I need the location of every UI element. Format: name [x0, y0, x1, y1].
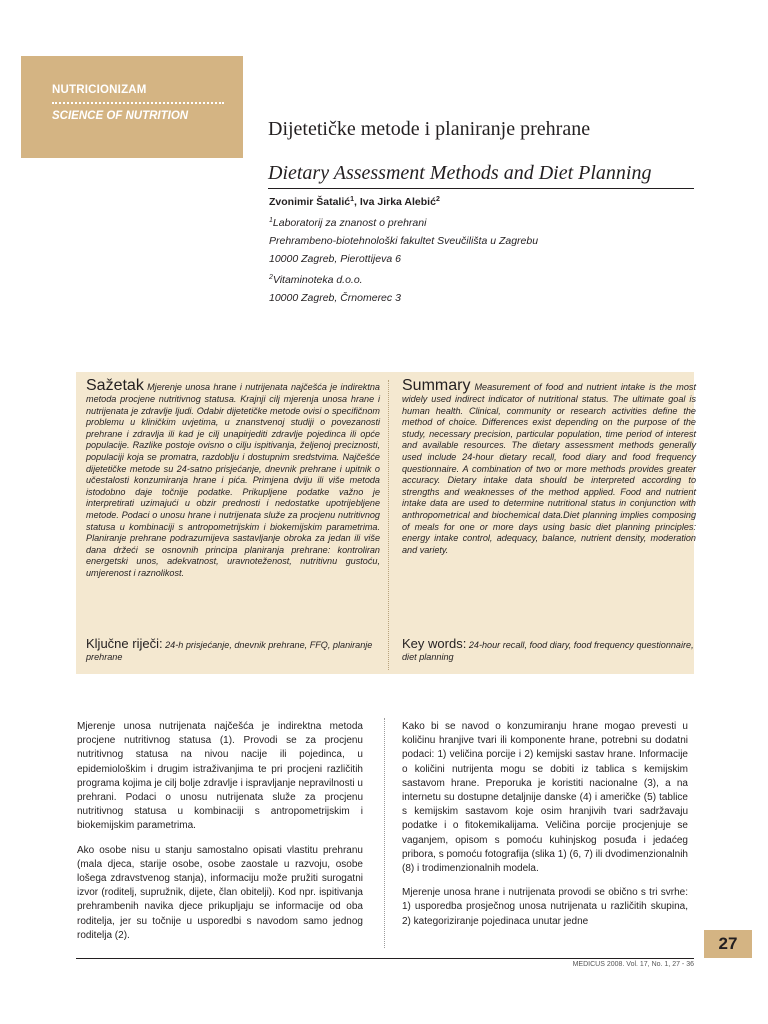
author-1: Zvonimir Šatalić	[269, 196, 351, 208]
author-separator: ,	[354, 196, 360, 208]
author-2: Iva Jirka Alebić	[359, 196, 436, 208]
abstract-croatian-text: Mjerenje unosa hrane i nutrijenata najčešća je indirektna metoda procjene nutritivnog statusa. Krajnji cilj mjerenja unosa hrane i nutrijenata je zdravlje ljudi. Odabir dijetetičke metode ovisi o specifičnom problemu u kliničkim uvjetima, u znanstvenoj studiji o povezanosti prehrane i zdravlja ili kad je cilj unapirjediti zdravlje pojedinca ili opće populacije. Razlike postoje ovisno o cilju ispitivanja, željenoj preciznosti, populaciji koja se promatra, razdoblju i dostupnim sredstvima. Najčešće dijetetičke metode su 24-satno prisjećanje, dnevnik prehrane i upitnik o učestalosti konzumiranja hrane i pića. Primjena dviju ili više metoda istodobno daje točnije podatke. Prikupljene podatke važno je interpretirati uzimajući u obzir prednosti i nedostatke upotrijebljene metode. Podaci o unosu hrane i nutrijenata služe za procjenu nutritivnog statusa u kombinaciji s antropometrijskim i biokemijskim parametrima. Planiranje prehrane podrazumijeva sastavljanje obroka za jedan ili više dana držeći se osnovnih principa planiranja prehrane: kontroliran energetski unos, adekvatnost, uravnoteženost, nutritivnu gustoću, umjerenost i raznolikost.	[86, 382, 380, 578]
abstract-croatian-heading: Sažetak	[86, 377, 144, 394]
affiliation-1-sup: 1	[269, 217, 273, 224]
title-rule	[268, 188, 694, 189]
abstract-english	[402, 378, 696, 556]
footer-rule	[76, 958, 694, 959]
affiliation-1-line-3: 10000 Zagreb, Pierottijeva 6	[269, 253, 401, 266]
body-paragraph: Ako osobe nisu u stanju samostalno opisati vlastitu prehranu (mala djeca, starije osobe, osobe zaostale u razvoju, osobe lošega zdravstvenog stanja), informaciju može pružiti surogatni izvor (roditelj, supružnik, dijete, član obitelji). Kod npr. ispitivanja prehrambenih navika djece prikupljaju se informacije od oba roditelja, jer su točnije u usporedbi s navodom samo jednog roditelja (2).	[77, 844, 363, 941]
body-column-right	[402, 720, 688, 939]
body-paragraph: Mjerenje unosa nutrijenata najčešća je indirektna metoda procjene nutritivnog statusa (1). Provodi se za procjenu nutritivnog statusa na nivou nacije ili pojedinca, u epidemiološkim i drugim istraživanjima te pri procjeni različitih programa kojima je cilj bolje zdravlje i ispravljanje nepravilnosti u prehrani. Podaci o unosu nutrijenata služe za procjenu nutritivnog statusa u kombinaciji s antropometrijskim i biokemijskim parametrima.	[77, 721, 363, 832]
section-label-en: SCIENCE OF NUTRITION	[52, 110, 189, 122]
abstract-english-heading: Summary	[402, 377, 471, 394]
affiliation-2-sup: 2	[269, 273, 273, 281]
title-english: Dietary Assessment Methods and Diet Planning	[268, 162, 652, 184]
keywords-croatian-heading: Ključne riječi:	[86, 636, 163, 651]
keywords-croatian-text: 24-h prisjećanje, dnevnik prehrane, FFQ, planiranje prehrane	[86, 640, 373, 662]
affiliation-2-text: Vitaminoteka d.o.o.	[272, 273, 363, 286]
column-divider	[384, 718, 385, 948]
journal-citation: MEDICUS 2008. Vol. 17, No. 1, 27 - 36	[572, 961, 694, 968]
affiliation-1-line-2: Prehrambeno-biotehnološki fakultet Sveučilišta u Zagrebu	[269, 235, 539, 248]
body-paragraph: Mjerenje unosa hrane i nutrijenata provodi se obično s tri svrhe: 1) usporedba prosječnog unosa nutrijenata u različitih skupina, 2) kategoriziranje pojedinaca unutar jedne	[402, 887, 688, 927]
body-paragraph: Kako bi se navod o konzumiranju hrane mogao prevesti u količinu hranjive tvari ili komponente hrane, potrebni su dodatni podaci: 1) veličina porcije i 2) kemijski sastav hrane. Informacije o količini nutrijenta mogu se dobiti iz tablica s kemijskim sastavom hrane. Preporuka je koristiti nacionalne (3), a na internetu su dostupne detaljnije danske (4) i američke (5) tablice s kemijskim sastavom koje osim hranjivih tvari sadržavaju podatke i o fitokemikalijama. Veličina porcije procjenjuje se vaganjem, opisom s pomoću kuhinjskog posuđa i jedaćeg pribora, s pomoću fotografija (slika 1) (6, 7) ili dvodimenzionalnih (8) i trodimenzionalnih modela.	[402, 721, 688, 875]
keywords-english-text: 24-hour recall, food diary, food frequency questionnaire, diet planning	[402, 640, 694, 662]
author-1-sup: 1	[350, 196, 355, 203]
affiliations	[269, 212, 538, 307]
section-tag	[21, 56, 243, 158]
title-croatian: Dijetetičke metode i planiranje prehrane	[268, 118, 591, 140]
affiliation-2-line-2: 10000 Zagreb, Črnomerec 3	[269, 291, 401, 304]
affiliation-2-line-1	[269, 269, 538, 289]
abstract-croatian	[86, 378, 380, 580]
section-divider	[52, 102, 224, 104]
keywords-english	[402, 638, 696, 663]
abstract-divider	[388, 380, 389, 670]
abstract-english-text: Measurement of food and nutrient intake is the most widely used indirect indicator of nutritional status. The ultimate goal is human health. Clinical, community or research activities define the method of choice. Differences exist depending on the purpose of the study, necessary precision, particular population, time period of interest and available resources. The dietary assessment methods generally used include 24-hour dietary recall, food diary and food frequency questionnaire. A combination of two or more methods provides greater accuracy. Dietary intake data should be interpreted according to strengths and weaknesses of the method applied. Food and nutrient intake data are used to determine nutritional status in conjunction with anthropometrical and biochemical data.Diet planning implies composing of meals for one or more days using basic diet planning principles: energy intake control, adequacy, balance, nutrient density, moderation and variety.	[402, 382, 696, 555]
page-number: 27	[704, 930, 752, 958]
body-column-left	[77, 720, 363, 953]
keywords-croatian	[86, 638, 380, 663]
affiliation-1-line-1	[269, 212, 538, 232]
author-2-sup: 2	[435, 196, 440, 203]
section-label-hr: NUTRICIONIZAM	[52, 84, 147, 96]
keywords-english-heading: Key words:	[402, 636, 467, 651]
affiliation-1-text: Laboratorij za znanost o prehrani	[272, 217, 427, 229]
author-line	[269, 196, 440, 208]
abstract-box	[76, 372, 694, 674]
